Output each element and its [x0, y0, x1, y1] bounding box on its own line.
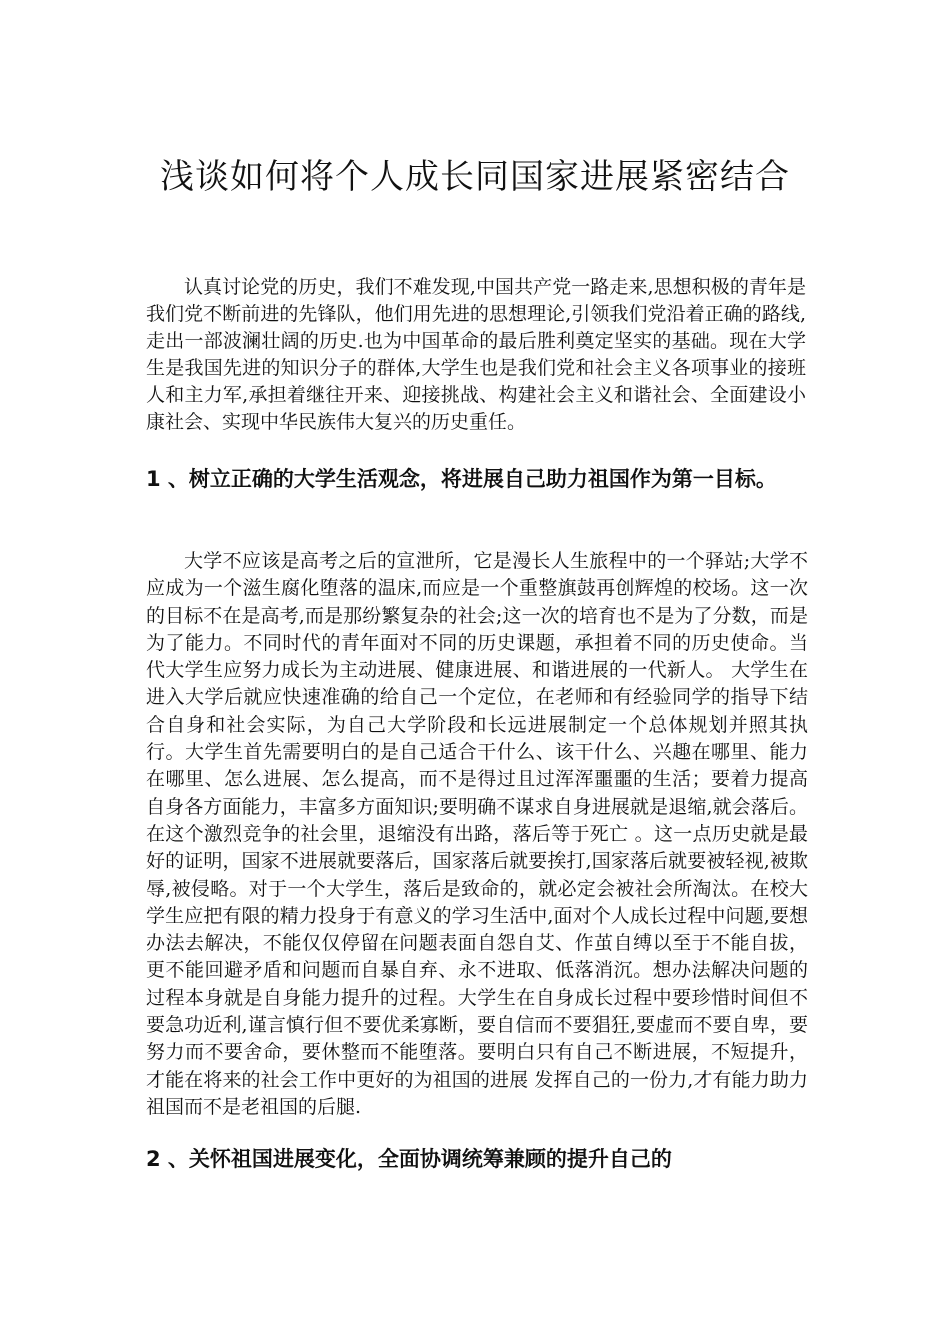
- section-2-heading: 2 、关怀祖国进展变化，全面协调统筹兼顾的提升自己的: [146, 1147, 672, 1171]
- section-1-heading: 1 、树立正确的大学生活观念，将进展自己助力祖国作为第一目标。: [146, 467, 777, 491]
- intro-paragraph: 认真讨论党的历史，我们不难发现,中国共产党一路走来,思想积极的青年是我们党不断前进的先锋队，他们用先进的思想理论,引领我们党沿着正确的路线,走出一部波澜壮阔的历史.也为中国革命的最后胜利奠定坚实的基础。现在大学生是我国先进的知识分子的群体,大学生也是我们党和社会主义各项事业的接班人和主力军,承担着继往开来、迎接挑战、构建社会主义和谐社会、全面建设小康社会、实现中华民族伟大复兴的历史重任。: [146, 276, 806, 433]
- document-title: 浅谈如何将个人成长同国家进展紧密结合: [160, 157, 790, 197]
- section-1-paragraph: 大学不应该是高考之后的宣泄所，它是漫长人生旅程中的一个驿站;大学不应成为一个滋生腐化堕落的温床,而应是一个重整旗鼓再创辉煌的校场。这一次的目标不在是高考,而是那纷繁复杂的社会;这一次的培育也不是为了分数，而是为了能力。不同时代的青年面对不同的历史课题，承担着不同的历史使命。当代大学生应努力成长为主动进展、健康进展、和谐进展的一代新人。 大学生在进入大学后就应快速准确的给自己一个定位，在老师和有经验同学的指导下结合自身和社会实际，为自己大学阶段和长远进展制定一个总体规划并照其执行。大学生首先需要明白的是自己适合干什么、该干什么、兴趣在哪里、能力在哪里、怎么进展、怎么提高，而不是得过且过浑浑噩噩的生活；要着力提高自身各方面能力，丰富多方面知识;要明确不谋求自身进展就是退缩,就会落后。在这个激烈竞争的社会里，退缩没有出路，落后等于死亡 。这一点历史就是最好的证明，国家不进展就要落后，国家落后就要挨打,国家落后就要被轻视,被欺辱,被侵略。对于一个大学生，落后是致命的，就必定会被社会所淘汰。在校大学生应把有限的精力投身于有意义的学习生活中,面对个人成长过程中问题,要想办法去解决，不能仅仅停留在问题表面自怨自艾、作茧自缚以至于不能自拔，更不能回避矛盾和问题而自暴自弃、永不进取、低落消沉。想办法解决问题的过程本身就是自身能力提升的过程。大学生在自身成长过程中要珍惜时间但不要急功近利,谨言慎行但不要优柔寡断，要自信而不要猖狂,要虚而不要自卑，要努力而不要舍命，要休整而不能堕落。要明白只有自己不断进展，不短提升，才能在将来的社会工作中更好的为祖国的进展 发挥自己的一份力,才有能力助力祖国而不是老祖国的后腿.: [146, 550, 808, 1118]
